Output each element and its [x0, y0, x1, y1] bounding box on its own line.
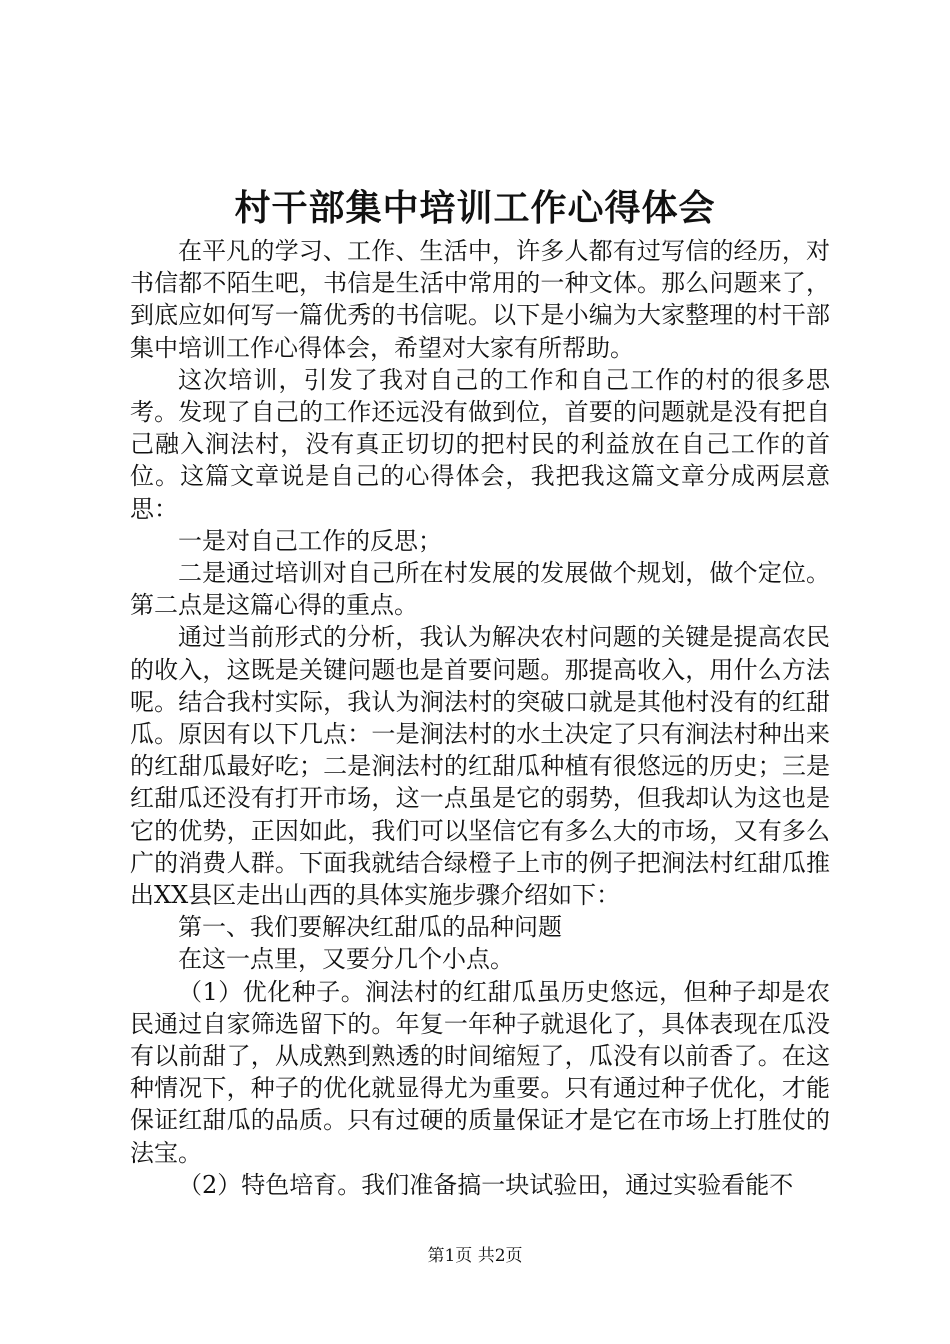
paragraph-analysis: 通过当前形式的分析，我认为解决农村问题的关键是提高农民的收入，这既是关键问题也是首要问题。那提高收入，用什么方法呢。结合我村实际，我认为涧法村的突破口就是其他村没有的红甜瓜。原因有以下几点：一是涧法村的水土决定了只有涧法村种出来的红甜瓜最好吃；二是涧法村的红甜瓜种植有很悠远的历史；三是红甜瓜还没有打开市场，这一点虽是它的弱势，但我却认为这也是它的优势，正因如此，我们可以坚信它有多么大的市场，又有多么广的消费人群。下面我就结合绿橙子上市的例子把涧法村红甜瓜推出XX县区走出山西的具体实施步骤介绍如下：: [130, 623, 830, 910]
paragraph-reflection: 这次培训，引发了我对自己的工作和自己工作的村的很多思考。发现了自己的工作还远没有做到位，首要的问题就是没有把自己融入涧法村，没有真正切切的把村民的利益放在自己工作的首位。这篇文章说是自己的心得体会，我把我这篇文章分成两层意思：: [130, 365, 830, 523]
paragraph-seed-optimization: （1）优化种子。涧法村的红甜瓜虽历史悠远，但种子却是农民通过自家筛选留下的。年复一年种子就退化了，具体表现在瓜没有以前甜了，从成熟到熟透的时间缩短了，瓜没有以前香了。在这种情况下，种子的优化就显得尤为重要。只有通过种子优化，才能保证红甜瓜的品质。只有过硬的质量保证才是它在市场上打胜仗的法宝。: [130, 977, 830, 1167]
paragraph-intro: 在平凡的学习、工作、生活中，许多人都有过写信的经历，对书信都不陌生吧，书信是生活中常用的一种文体。那么问题来了，到底应如何写一篇优秀的书信呢。以下是小编为大家整理的村干部集中培训工作心得体会，希望对大家有所帮助。: [130, 237, 830, 362]
paragraph-special-cultivation: （2）特色培育。我们准备搞一块试验田，通过实验看能不: [178, 1170, 794, 1199]
paragraph-section-heading: 第一、我们要解决红甜瓜的品种问题: [178, 913, 562, 942]
document-title: 村干部集中培训工作心得体会: [234, 187, 716, 229]
paragraph-point-one: 一是对自己工作的反思；: [178, 526, 442, 555]
paragraph-subpoints-intro: 在这一点里，又要分几个小点。: [178, 945, 514, 974]
page-number-footer: 第1页 共2页: [427, 1246, 523, 1266]
paragraph-point-two: 二是通过培训对自己所在村发展的发展做个规划，做个定位。第二点是这篇心得的重点。: [130, 559, 830, 620]
document-body: [130, 235, 830, 1201]
